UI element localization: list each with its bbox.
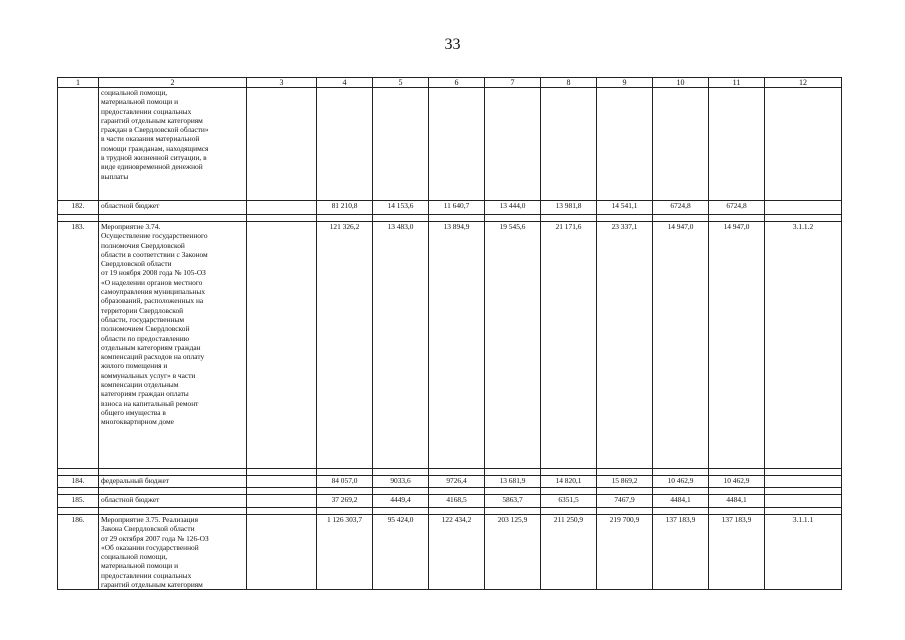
table-row	[58, 222, 842, 469]
spacer-cell	[597, 469, 653, 476]
value-cell: 5863,7	[485, 495, 541, 508]
spacer-cell	[765, 508, 842, 515]
value-cell: 13 894,9	[429, 222, 485, 469]
value-cell	[373, 88, 429, 201]
table-row	[58, 476, 842, 488]
row-spacer	[58, 215, 842, 222]
value-cell: 122 434,2	[429, 515, 485, 590]
spacer-cell	[485, 508, 541, 515]
spacer-cell	[58, 508, 99, 515]
spacer-cell	[597, 488, 653, 495]
spacer-cell	[58, 469, 99, 476]
spacer-cell	[653, 488, 709, 495]
row-number: 184.	[58, 476, 99, 488]
value-cell: 9726,4	[429, 476, 485, 488]
value-cell	[597, 88, 653, 201]
column-header-3: 3	[247, 78, 317, 88]
value-cell: 23 337,1	[597, 222, 653, 469]
value-cell: 1 126 303,7	[317, 515, 373, 590]
value-cell: 9033,6	[373, 476, 429, 488]
row-spacer	[58, 508, 842, 515]
spacer-cell	[247, 469, 317, 476]
column-header-2: 2	[99, 78, 247, 88]
column-header-6: 6	[429, 78, 485, 88]
value-cell: 14 947,0	[709, 222, 765, 469]
spacer-cell	[99, 508, 247, 515]
row-number: 183.	[58, 222, 99, 469]
value-cell: 14 541,1	[597, 201, 653, 215]
value-cell: 19 545,6	[485, 222, 541, 469]
program-table	[57, 77, 842, 590]
spacer-cell	[429, 488, 485, 495]
row-column-3	[247, 495, 317, 508]
row-description: социальной помощи, материальной помощи и предоставлении социальных гарантий отдельным категориям граждан в Свердловской области» в части оказания материальной помощи гражданам, находящимся в трудной жизненной ситуации, в виде единовременной денежной выплаты	[99, 88, 247, 201]
spacer-cell	[99, 469, 247, 476]
value-cell: 6351,5	[541, 495, 597, 508]
spacer-cell	[373, 488, 429, 495]
spacer-cell	[429, 215, 485, 222]
table-row	[58, 495, 842, 508]
spacer-cell	[765, 215, 842, 222]
spacer-cell	[597, 215, 653, 222]
column-header-7: 7	[485, 78, 541, 88]
spacer-cell	[541, 488, 597, 495]
value-cell: 14 153,6	[373, 201, 429, 215]
value-cell: 81 210,8	[317, 201, 373, 215]
spacer-cell	[485, 469, 541, 476]
spacer-cell	[373, 469, 429, 476]
row-number	[58, 88, 99, 201]
target-indicator-cell	[765, 495, 842, 508]
target-indicator-cell	[765, 476, 842, 488]
value-cell: 6724,8	[653, 201, 709, 215]
target-indicator-cell: 3.1.1.2	[765, 222, 842, 469]
value-cell: 13 681,9	[485, 476, 541, 488]
row-column-3	[247, 222, 317, 469]
spacer-cell	[485, 488, 541, 495]
spacer-cell	[597, 508, 653, 515]
value-cell: 211 250,9	[541, 515, 597, 590]
value-cell: 4484,1	[709, 495, 765, 508]
value-cell	[541, 88, 597, 201]
value-cell: 10 462,9	[653, 476, 709, 488]
page-number: 33	[444, 36, 461, 53]
spacer-cell	[317, 469, 373, 476]
spacer-cell	[373, 508, 429, 515]
spacer-cell	[247, 215, 317, 222]
column-header-10: 10	[653, 78, 709, 88]
column-header-4: 4	[317, 78, 373, 88]
spacer-cell	[429, 508, 485, 515]
value-cell: 4449,4	[373, 495, 429, 508]
spacer-cell	[58, 215, 99, 222]
value-cell: 37 269,2	[317, 495, 373, 508]
value-cell: 137 183,9	[709, 515, 765, 590]
value-cell: 13 981,8	[541, 201, 597, 215]
spacer-cell	[373, 215, 429, 222]
value-cell: 219 700,9	[597, 515, 653, 590]
value-cell: 4484,1	[653, 495, 709, 508]
spacer-cell	[247, 508, 317, 515]
value-cell: 203 125,9	[485, 515, 541, 590]
spacer-cell	[653, 215, 709, 222]
header-row	[58, 78, 842, 88]
row-spacer	[58, 488, 842, 495]
table-row	[58, 515, 842, 590]
column-header-8: 8	[541, 78, 597, 88]
spacer-cell	[317, 488, 373, 495]
row-number: 182.	[58, 201, 99, 215]
row-number: 185.	[58, 495, 99, 508]
value-cell	[485, 88, 541, 201]
row-number: 186.	[58, 515, 99, 590]
value-cell: 11 640,7	[429, 201, 485, 215]
value-cell: 137 183,9	[653, 515, 709, 590]
value-cell: 4168,5	[429, 495, 485, 508]
value-cell	[429, 88, 485, 201]
spacer-cell	[653, 508, 709, 515]
spacer-cell	[709, 469, 765, 476]
value-cell: 15 869,2	[597, 476, 653, 488]
value-cell	[709, 88, 765, 201]
row-description: Мероприятие 3.75. Реализация Закона Свердловской области от 29 октября 2007 года № 126-ОЗ «Об оказании государственной социальной помощи, материальной помощи и предоставлении социальных гарантий отдельным категориям	[99, 515, 247, 590]
row-description: областной бюджет	[99, 201, 247, 215]
column-header-11: 11	[709, 78, 765, 88]
column-header-12: 12	[765, 78, 842, 88]
spacer-cell	[317, 215, 373, 222]
row-column-3	[247, 201, 317, 215]
target-indicator-cell: 3.1.1.1	[765, 515, 842, 590]
spacer-cell	[541, 469, 597, 476]
spacer-cell	[58, 488, 99, 495]
value-cell: 21 171,6	[541, 222, 597, 469]
value-cell: 6724,8	[709, 201, 765, 215]
row-description: Мероприятие 3.74. Осуществление государственного полномочия Свердловской области в соответствии с Законом Свердловской области от 19 ноября 2008 года № 105-ОЗ «О наделении органов местного самоуправления муниципальных образований, расположенных на территории Свердловской области, государственным полномочием Свердловской области по предоставлению отдельным категориям граждан компенсаций расходов на оплату жилого помещения и коммунальных услуг» в части компенсации отдельным категориям граждан оплаты взноса на капитальный ремонт общего имущества в многоквартирном доме	[99, 222, 247, 469]
spacer-cell	[317, 508, 373, 515]
value-cell: 13 444,0	[485, 201, 541, 215]
row-description: областной бюджет	[99, 495, 247, 508]
column-header-5: 5	[373, 78, 429, 88]
spacer-cell	[99, 215, 247, 222]
value-cell: 10 462,9	[709, 476, 765, 488]
value-cell: 121 326,2	[317, 222, 373, 469]
spacer-cell	[709, 215, 765, 222]
spacer-cell	[247, 488, 317, 495]
column-header-9: 9	[597, 78, 653, 88]
spacer-cell	[709, 488, 765, 495]
value-cell	[317, 88, 373, 201]
value-cell: 84 057,0	[317, 476, 373, 488]
spacer-cell	[99, 488, 247, 495]
spacer-cell	[653, 469, 709, 476]
value-cell	[653, 88, 709, 201]
row-column-3	[247, 476, 317, 488]
row-spacer	[58, 469, 842, 476]
value-cell: 14 947,0	[653, 222, 709, 469]
spacer-cell	[709, 508, 765, 515]
spacer-cell	[541, 215, 597, 222]
row-description: федеральный бюджет	[99, 476, 247, 488]
spacer-cell	[765, 469, 842, 476]
spacer-cell	[765, 488, 842, 495]
spacer-cell	[541, 508, 597, 515]
spacer-cell	[429, 469, 485, 476]
value-cell: 95 424,0	[373, 515, 429, 590]
spacer-cell	[485, 215, 541, 222]
target-indicator-cell	[765, 88, 842, 201]
target-indicator-cell	[765, 201, 842, 215]
value-cell: 7467,9	[597, 495, 653, 508]
value-cell: 13 483,0	[373, 222, 429, 469]
row-column-3	[247, 515, 317, 590]
row-column-3	[247, 88, 317, 201]
table-row	[58, 88, 842, 201]
value-cell: 14 820,1	[541, 476, 597, 488]
column-header-1: 1	[58, 78, 99, 88]
table-row	[58, 201, 842, 215]
